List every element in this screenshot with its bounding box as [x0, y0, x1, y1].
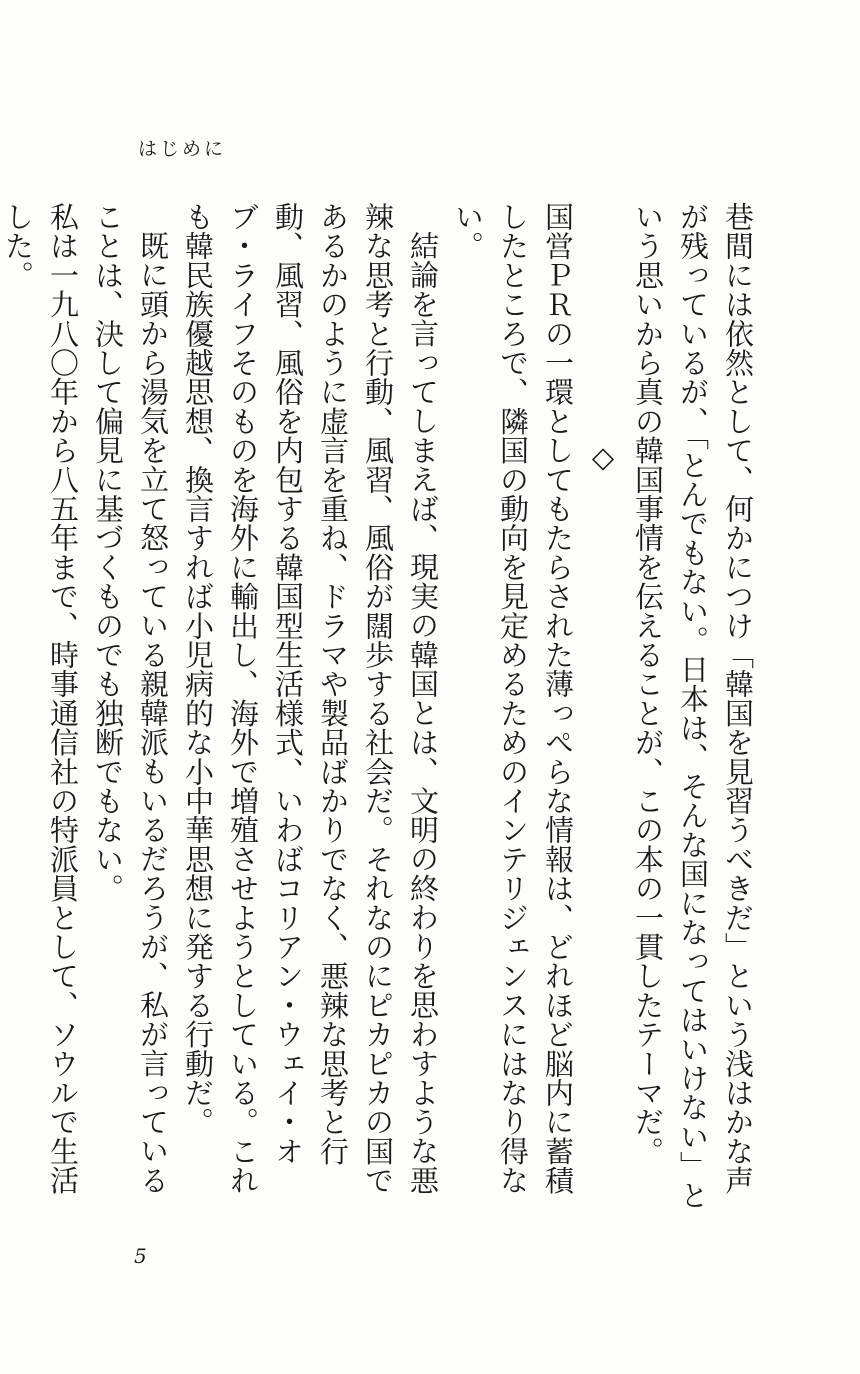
running-head: はじめに [138, 138, 227, 160]
section-ornament: ◇ [586, 439, 620, 474]
paragraph: 結論を言ってしまえば、現実の韓国とは、文明の終わりを思わすような悪辣な思考と行動、風習、風俗が闊歩する社会だ。それなのにピカピカの国であるかのように虚言を重ね、ドラマや製品ばかりでなく、悪辣な思考と行動、風習、風俗を内包する韓国型生活様式、いわばコリアン・ウェイ・オブ・ライフそのものを海外に輸出し、海外で増殖させようとしている。これも韓民族優越思想、換言すれば小児病的な小中華思想に発する行動だ。 [181, 202, 440, 1195]
paragraph: 私は一九八〇年から八五年まで、時事通信社の特派員として、ソウルで生活した。 [1, 202, 80, 1195]
page-number: 5 [134, 1244, 147, 1268]
paragraph: 既に頭から湯気を立て怒っている親韓派もいるだろうが、私が言っていることは、決して偏見に基づくものでも独断でもない。 [91, 202, 170, 1195]
body-text [1, 202, 760, 1212]
paragraph: 国営ＰＲの一環としてもたらされた薄っぺらな情報は、どれほど脳内に蓄積したところで、隣国の動向を見定めるためのインテリジェンスにはなり得ない。 [451, 202, 575, 1195]
paragraph: 巷間には依然として、何かにつけ「韓国を見習うべきだ」という浅はかな声が残っているが、「とんでもない。日本は、そんな国になってはいけない」という思いから真の韓国事情を伝えることが、この本の一貫したテーマだ。 [631, 202, 755, 1210]
